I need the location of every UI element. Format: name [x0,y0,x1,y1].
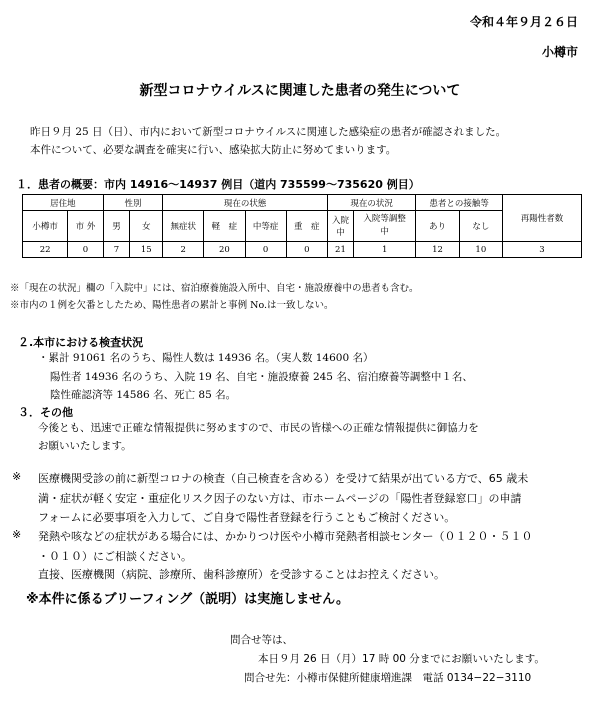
value-otaru: 22 [23,242,68,258]
section2-line-2: 陽性者 14936 名のうち、入院 19 名、自宅・施設療養 245 名、宿泊療養等調整中１名、 [50,371,473,383]
value-adjusting: 1 [353,242,415,258]
value-repositive: 3 [503,242,582,258]
header-contact: 患者との接触等 [416,195,503,211]
intro-line-1: 昨日９月 25 日（日）、市内において新型コロナウイルスに関連した感染症の患者が確認されました。 [30,126,507,138]
header-repositive: 再陽性者数 [503,195,582,242]
table-note-2: ※市内の１例を欠番としたため、陽性患者の累計と事例 No.は一致しない。 [10,300,334,311]
value-severe: 0 [286,242,327,258]
subheader-severe: 重 症 [286,211,327,242]
subheader-female: 女 [130,211,163,242]
table-note-1: ※「現在の状況」欄の「入院中」には、宿泊療養施設入所中、自宅・施設療養中の患者も含む。 [10,283,419,294]
note1-line-1: 医療機関受診の前に新型コロナの検査（自己検査を含める）を受けて結果が出ている方で、65 歳未 [38,472,529,485]
header-status: 現在の状況 [327,195,415,211]
document-date: 令和４年９月２６日 [469,15,578,29]
section3-line-1: 今後とも、迅速で正確な情報提供に努めますので、市民の皆様への正確な情報提供に御協力を [38,422,479,434]
contact-hours: 本日９月 26 日（月）17 時 00 分までにお願いいたします。 [258,653,545,665]
intro-line-2: 本件について、必要な調査を確実に行い、感染拡大防止に努めてまいります。 [30,144,397,156]
value-male: 7 [103,242,130,258]
subheader-moderate: 中等症 [245,211,286,242]
briefing-notice: ※本件に係るブリーフィング（説明）は実施しません。 [26,592,349,607]
note1-mark: ※ [12,470,22,483]
note1-line-3: フォームに必要事項を入力して、ご自身で陽性者登録を行うこともご検討ください。 [38,511,456,524]
section2-heading: ２.本市における検査状況 [18,336,144,349]
section2-line-3: 陰性確認済等 14586 名、死亡 85 名。 [50,389,237,401]
subheader-contact-yes: あり [416,211,459,242]
note2-line-2: ・０１０）にご相談ください。 [38,550,192,563]
value-asymptomatic: 2 [163,242,204,258]
value-outside: 0 [68,242,103,258]
value-contact-no: 10 [459,242,502,258]
contact-label: 問合せ等は、 [230,634,293,646]
subheader-otaru: 小樽市 [23,211,68,242]
header-residence: 居住地 [23,195,104,211]
issuing-organization: 小樽市 [541,45,578,59]
value-female: 15 [130,242,163,258]
subheader-mild: 軽 症 [204,211,245,242]
note2-mark: ※ [12,528,22,541]
header-condition: 現在の状態 [163,195,328,211]
header-sex: 性別 [103,195,163,211]
note1-line-2: 満・症状が軽く安定・重症化リスク因子のない方は、市ホームページの「陽性者登録窓口」の申請 [38,492,522,505]
section3-heading: ３．その他 [18,406,73,419]
document-title: 新型コロナウイルスに関連した患者の発生について [139,83,461,99]
note2-line-3: 直接、医療機関（病院、診療所、歯科診療所）を受診することはお控えください。 [38,568,445,581]
subheader-male: 男 [103,211,130,242]
note2-line-1: 発熱や咳などの症状がある場合には、かかりつけ医や小樽市発熱者相談センター（０１２０・５１０ [38,530,533,543]
value-moderate: 0 [245,242,286,258]
value-mild: 20 [204,242,245,258]
subheader-contact-no: なし [459,211,502,242]
subheader-adjusting: 入院等調整中 [353,211,415,242]
section1-heading: １．患者の概要：市内 14916〜14937 例目（道内 735599〜735620 例目） [16,178,420,191]
value-hospitalized: 21 [327,242,353,258]
subheader-hospitalized: 入院中 [327,211,353,242]
section3-line-2: お願いいたします。 [38,440,132,452]
case-summary-table [22,194,582,258]
subheader-asymptomatic: 無症状 [163,211,204,242]
contact-department: 問合せ先：小樽市保健所健康増進課 電話 0134−22−3110 [244,672,532,684]
section2-line-1: ・累計 91061 名のうち、陽性人数は 14936 名。（実人数 14600 名） [38,352,374,364]
subheader-outside: 市 外 [68,211,103,242]
value-contact-yes: 12 [416,242,459,258]
